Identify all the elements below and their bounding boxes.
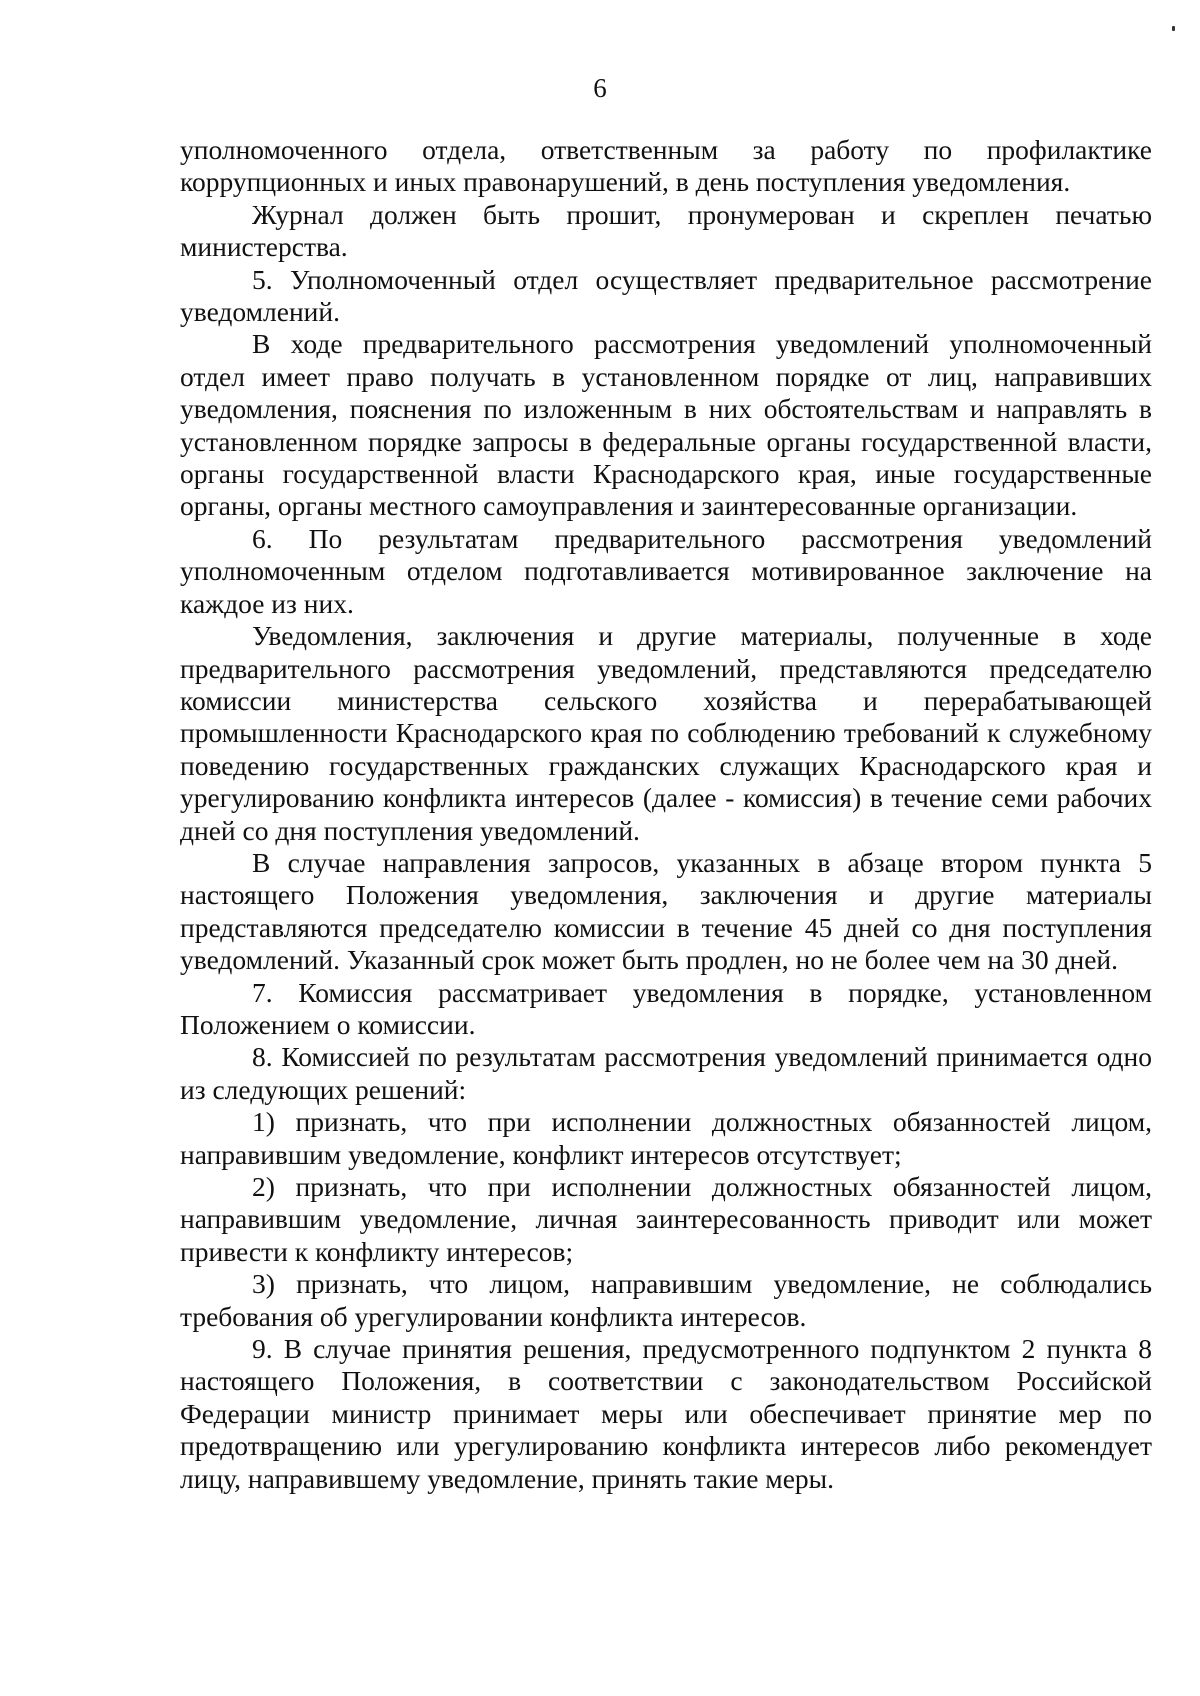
paragraph: В случае направления запросов, указанных в абзаце втором пункта 5 настоящего Положения уведомления, заключения и другие материалы представляются председателю комиссии в течение 45 дней со дня поступления уведомлений. Указанный срок может быть продлен, но не более чем на 30 дней.	[180, 846, 1152, 976]
paragraph-item-8: 8. Комиссией по результатам рассмотрения уведомлений принимается одно из следующих решений:	[180, 1041, 1152, 1105]
scan-speck	[1172, 26, 1175, 31]
paragraph-continuation: уполномоченного отдела, ответственным за работу по профилактике коррупционных и иных правонарушений, в день поступления уведомления.	[180, 134, 1152, 198]
paragraph-item-7: 7. Комиссия рассматривает уведомления в порядке, установленном Положением о комиссии.	[180, 976, 1152, 1040]
paragraph: Уведомления, заключения и другие материалы, полученные в ходе предварительного рассмотрения уведомлений, представляются председателю комиссии министерства сельского хозяйства и перерабатывающей промышленности Краснодарского края по соблюдению требований к служебному поведению государственных гражданских служащих Краснодарского края и урегулированию конфликта интересов (далее - комиссия) в течение семи рабочих дней со дня поступления уведомлений.	[180, 620, 1152, 846]
paragraph-item-5: 5. Уполномоченный отдел осуществляет предварительное рассмотрение уведомлений.	[180, 263, 1152, 328]
subitem-1: 1) признать, что при исполнении должностных обязанностей лицом, направившим уведомление, конфликт интересов отсутствует;	[180, 1106, 1152, 1170]
paragraph-item-6: 6. По результатам предварительного рассмотрения уведомлений уполномоченным отделом подготавливается мотивированное заключение на каждое из них.	[180, 522, 1152, 619]
paragraph: Журнал должен быть прошит, пронумерован и скреплен печатью министерства.	[180, 198, 1152, 263]
paragraph-item-9: 9. В случае принятия решения, предусмотренного подпунктом 2 пункта 8 настоящего Положения, в соответствии с законодательством Российской Федерации министр принимает меры или обеспечивает принятие мер по предотвращению или урегулированию конфликта интересов либо рекомендует лицу, направившему уведомление, принять такие меры.	[180, 1333, 1152, 1494]
subitem-2: 2) признать, что при исполнении должностных обязанностей лицом, направившим уведомление, личная заинтересованность приводит или может привести к конфликту интересов;	[180, 1171, 1152, 1267]
subitem-3: 3) признать, что лицом, направившим уведомление, не соблюдались требования об урегулировании конфликта интересов.	[180, 1268, 1152, 1332]
page-number: 6	[593, 73, 607, 103]
paragraph: В ходе предварительного рассмотрения уведомлений уполномоченный отдел имеет право получать в установленном порядке от лиц, направивших уведомления, пояснения по изложенным в них обстоятельствам и направлять в установленном порядке запросы в федеральные органы государственной власти, органы государственной власти Краснодарского края, иные государственные органы, органы местного самоуправления и заинтересованные организации.	[180, 328, 1152, 522]
document-body	[180, 134, 1152, 1495]
